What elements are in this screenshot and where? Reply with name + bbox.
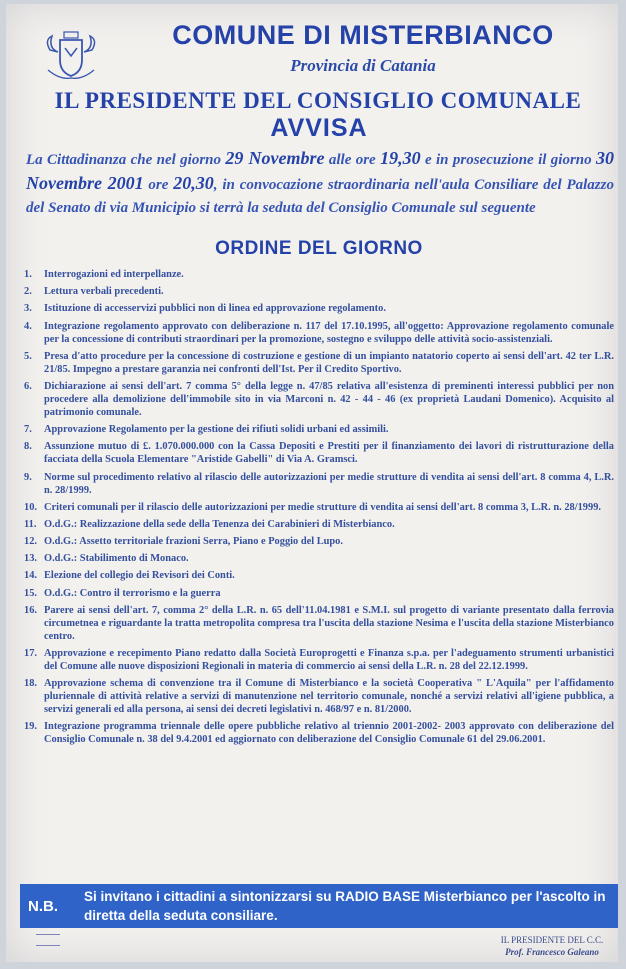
agenda-item-text: Lettura verbali precedenti. xyxy=(44,286,164,298)
agenda-item-number: 10. xyxy=(24,501,37,513)
agenda-item-number: 17. xyxy=(24,648,37,659)
agenda-item-text: Presa d'atto procedure per la concessione di costruzione e gestione di un impianto natatorio coperto ai sensi dell'art. 42 ter L.R. 21/85. Impegno a prestare garanzia nei confronti dell'Ist. Per il Credito Sportivo. xyxy=(44,350,614,375)
print-mark xyxy=(36,934,60,946)
intro-date-1: 29 Novembre xyxy=(225,148,325,168)
agenda-item xyxy=(24,604,614,643)
agenda-item-number: 18. xyxy=(24,678,37,690)
agenda-item-text: Approvazione schema di convenzione tra il Comune di Misterbianco e la società Cooperativa " L'Aquila" per l'affidamento pluriennale di attività relative a servizi di manutenzione nel territorio comunale, nonché a servizi relativi all'igiene pubblica, a servizi generali ed alla persona, ai sensi dei decreti legislativi n. 468/97 e n. 81/2000. xyxy=(44,678,614,716)
intro-time-2: 20,30 xyxy=(173,173,214,193)
agenda-item-number: 14. xyxy=(24,570,37,582)
agenda-item xyxy=(24,380,614,419)
agenda-item-number: 8. xyxy=(24,441,32,453)
agenda-item-number: 6. xyxy=(24,380,32,392)
agenda-item-text: Integrazione programma triennale delle opere pubbliche relativo al triennio 2001-2002- 2003 approvato con deliberazione del Consiglio Comunale n. 38 del 9.4.2001 ed aggiornato con deliberazione del Consiglio Comunale 61 del 29.06.2001. xyxy=(44,721,614,746)
agenda-item xyxy=(24,471,614,497)
agenda-item-text: O.d.G.: Assetto territoriale frazioni Serra, Piano e Poggio del Lupo. xyxy=(44,536,343,548)
agenda-item-text: Interrogazioni ed interpellanze. xyxy=(44,269,184,280)
agenda-item-text: Istituzione di accesservizi pubblici non di linea ed approvazione regolamento. xyxy=(44,303,386,315)
intro-text-3: e in prosecuzione il giorno xyxy=(420,152,596,168)
agenda-item xyxy=(24,285,614,298)
intro-time-1: 19,30 xyxy=(380,148,421,168)
agenda-item-number: 13. xyxy=(24,553,37,565)
agenda-item-number: 1. xyxy=(24,269,32,280)
agenda-item-text: Elezione del collegio dei Revisori dei Conti. xyxy=(44,570,235,582)
agenda-item xyxy=(24,350,614,376)
agenda-item-text: Criteri comunali per il rilascio delle autorizzazioni per medie strutture di vendita ai sensi dell'art. 8 comma 3, L.R. n. 28/1999. xyxy=(44,501,601,513)
agenda-item-number: 2. xyxy=(24,286,32,298)
issuer-heading: IL PRESIDENTE DEL CONSIGLIO COMUNALE xyxy=(54,88,582,113)
notice-poster xyxy=(6,4,618,962)
agenda-item-number: 4. xyxy=(24,320,32,332)
agenda-item xyxy=(24,647,614,673)
agenda-item xyxy=(24,501,614,514)
agenda-item xyxy=(24,569,614,582)
intro-text-1: La Cittadinanza che nel giorno xyxy=(26,152,226,168)
nb-banner xyxy=(20,884,618,928)
signature-block xyxy=(486,934,618,958)
agenda-item-text: Parere ai sensi dell'art. 7, comma 2° della L.R. n. 65 dell'11.04.1981 e S.M.I. sul progetto di variante presentato dalla ferrovia circumetnea e riguardante la tratta metropolita compresa tra l'uscita della stazione Nesima e l'uscita della stazione Misterbianco centro. xyxy=(44,604,614,642)
intro-text-4: ore xyxy=(143,177,174,193)
agenda-item-text: O.d.G.: Stabilimento di Monaco. xyxy=(44,553,189,565)
agenda-item xyxy=(24,587,614,600)
agenda-item-number: 16. xyxy=(24,604,37,616)
agenda-item-text: Dichiarazione ai sensi dell'art. 7 comma 5° della legge n. 47/85 relativa all'esistenza di preminenti interessi pubblici per non procedere alla demolizione dell'immobile sito in via Marconi n. 42 - 44 - 46 (ex proprietà Laudani Domenico). Acquisito al patrimonio comunale. xyxy=(44,380,614,418)
nb-label: N.B. xyxy=(28,897,58,915)
intro-text-2: alle ore xyxy=(324,152,381,168)
agenda-heading: ORDINE DEL GIORNO xyxy=(215,238,423,259)
province-subtitle: Provincia di Catania xyxy=(290,56,436,75)
agenda-item-number: 11. xyxy=(24,518,37,530)
agenda-item-text: Approvazione e recepimento Piano redatto dalla Società Europrogetti e Finanza s.p.a. per l'adeguamento strumenti urbanistici del Comune alle nuove disposizioni Regionali in materia di commercio ai sensi della L.R. n. 28 del 22.12.1999. xyxy=(44,648,614,672)
agenda-list xyxy=(24,268,614,751)
agenda-item-number: 9. xyxy=(24,471,32,483)
agenda-item xyxy=(24,552,614,565)
agenda-item-text: Assunzione mutuo di £. 1.070.000.000 con la Cassa Depositi e Prestiti per il finanziamento dei lavori di ristrutturazione della facciata della Scuola Elementare "Aristide Gabelli" di Via A. Gramsci. xyxy=(44,441,614,466)
intro-paragraph xyxy=(26,147,614,220)
agenda-item xyxy=(24,320,614,346)
intro-date-2: 30 Novembre 2001 xyxy=(26,148,614,193)
agenda-item-text: O.d.G.: Contro il terrorismo e la guerra xyxy=(44,587,221,599)
agenda-item-number: 12. xyxy=(24,536,37,548)
municipality-title: COMUNE DI MISTERBIANCO xyxy=(172,20,554,50)
notice-heading: AVVISA xyxy=(270,114,368,142)
intro-text-5: , in convocazione straordinaria nell'aula Consiliare del Palazzo del Senato di via Municipio si terrà la seduta del Consiglio Comunale sul seguente xyxy=(26,177,614,216)
agenda-item xyxy=(24,677,614,716)
agenda-item xyxy=(24,268,614,281)
nb-message: Si invitano i cittadini a sintonizzarsi su RADIO BASE Misterbianco per l'ascolto in diretta della seduta consiliare. xyxy=(84,889,606,923)
agenda-item-number: 19. xyxy=(24,721,37,733)
agenda-item-text: O.d.G.: Realizzazione della sede della Tenenza dei Carabinieri di Misterbianco. xyxy=(44,518,395,530)
agenda-item xyxy=(24,302,614,315)
agenda-item-text: Approvazione Regolamento per la gestione dei rifiuti solidi urbani ed assimili. xyxy=(44,424,389,436)
agenda-item xyxy=(24,440,614,466)
agenda-item xyxy=(24,423,614,436)
agenda-item xyxy=(24,720,614,746)
agenda-item-text: Integrazione regolamento approvato con deliberazione n. 117 del 17.10.1995, all'oggetto: Approvazione regolamento comunale per la concessione di contributi straordinari per la promozione, sostegno e sviluppo delle attività socio-assistenziali. xyxy=(44,320,614,345)
agenda-item-text: Norme sul procedimento relativo al rilascio delle autorizzazioni per medie strutture di vendita ai sensi dell'art. 8 comma 4, L.R. n. 28/1999. xyxy=(44,471,614,496)
signature-name: Prof. Francesco Galeano xyxy=(505,947,599,957)
agenda-item xyxy=(24,535,614,548)
agenda-item-number: 15. xyxy=(24,587,37,599)
agenda-item-number: 5. xyxy=(24,350,32,362)
agenda-item-number: 7. xyxy=(24,424,32,436)
agenda-item xyxy=(24,518,614,531)
agenda-item-number: 3. xyxy=(24,303,32,315)
signature-title: IL PRESIDENTE DEL C.C. xyxy=(500,935,604,945)
coat-of-arms-icon xyxy=(40,30,102,82)
